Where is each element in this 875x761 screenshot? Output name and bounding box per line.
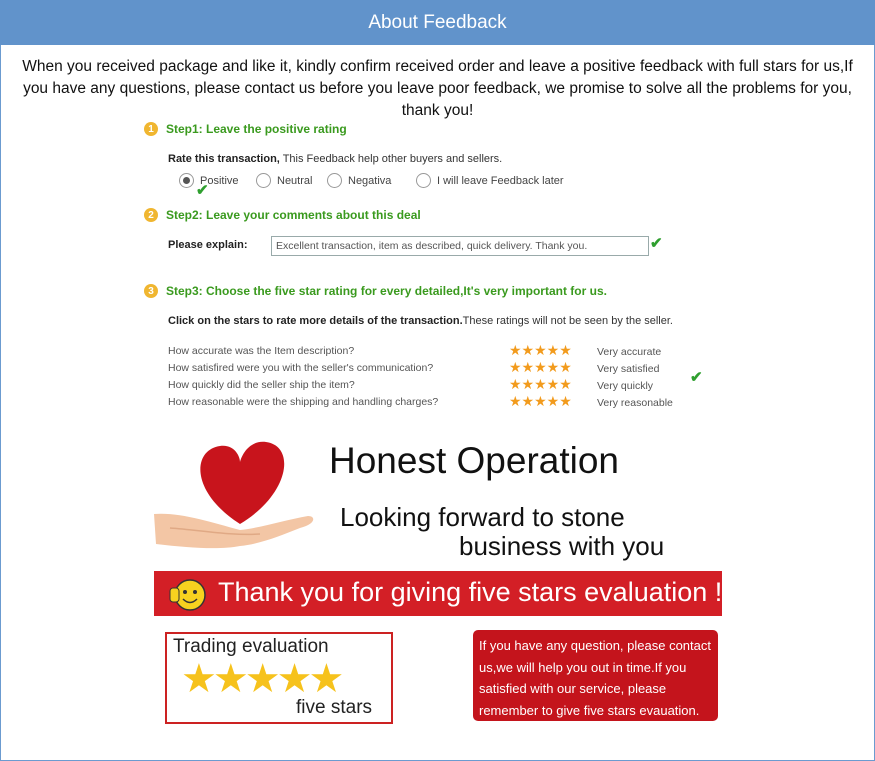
five-stars-icon: ★★★★★ bbox=[181, 657, 341, 701]
checkmark-icon: ✔ bbox=[690, 369, 703, 386]
radio-dot bbox=[256, 173, 271, 188]
radio-dot-selected bbox=[179, 173, 194, 188]
step2-title: Step2: Leave your comments about this deal bbox=[166, 208, 421, 222]
promo-line3: business with you bbox=[459, 531, 665, 561]
radio-negative[interactable] bbox=[327, 173, 391, 188]
contact-text: If you have any question, please contact us,we will help you out in time.If you satisfied with our service, please remember to give five stars evauation. bbox=[479, 638, 711, 718]
heart-hand-icon bbox=[150, 432, 325, 572]
click-stars-rest: These ratings will not be seen by the seller. bbox=[462, 315, 673, 327]
click-stars-bold: Click on the stars to rate more details of the transaction. bbox=[168, 315, 463, 327]
step1-number: 1 bbox=[144, 122, 158, 136]
step1-heading bbox=[144, 122, 347, 136]
rating-text: Very reasonable bbox=[597, 397, 673, 409]
step3-heading bbox=[144, 284, 607, 298]
step3-number: 3 bbox=[144, 284, 158, 298]
checkmark-icon: ✔ bbox=[196, 182, 209, 199]
question-text: How satisfired were you with the seller's communication? bbox=[168, 362, 434, 374]
rating-text: Very accurate bbox=[597, 346, 662, 358]
comment-input[interactable]: Excellent transaction, item as described, quick delivery. Thank you. bbox=[271, 236, 649, 256]
question-text: How accurate was the Item description? bbox=[168, 345, 355, 357]
radio-label: Positive bbox=[200, 174, 239, 187]
step2-heading bbox=[144, 208, 421, 222]
star-rating[interactable]: ★★★★★ bbox=[509, 342, 572, 358]
checkmark-icon: ✔ bbox=[650, 235, 663, 252]
thank-you-banner bbox=[154, 571, 722, 616]
banner-text: Thank you for giving five stars evaluation ! bbox=[218, 577, 723, 607]
rating-text: Very quickly bbox=[597, 380, 654, 392]
star-rating[interactable]: ★★★★★ bbox=[509, 359, 572, 375]
radio-dot bbox=[327, 173, 342, 188]
question-text: How quickly did the seller ship the item? bbox=[168, 379, 355, 391]
contact-box bbox=[473, 630, 718, 721]
radio-dot bbox=[416, 173, 431, 188]
radio-positive[interactable] bbox=[179, 173, 239, 188]
radio-label: Negativa bbox=[348, 174, 392, 187]
step2-number: 2 bbox=[144, 208, 158, 222]
eval-footer: five stars bbox=[296, 697, 373, 718]
thumbs-up-icon bbox=[168, 576, 208, 612]
star-rating[interactable]: ★★★★★ bbox=[509, 393, 572, 409]
radio-label: Neutral bbox=[277, 174, 313, 187]
step1-title: Step1: Leave the positive rating bbox=[166, 122, 347, 136]
radio-later[interactable] bbox=[416, 173, 564, 188]
honest-operation-text: Honest Operation bbox=[329, 440, 620, 481]
explain-label: Please explain: bbox=[168, 239, 248, 251]
radio-neutral[interactable] bbox=[256, 173, 312, 188]
trading-evaluation-box bbox=[165, 632, 393, 724]
step3-title: Step3: Choose the five star rating for every detailed,It's very important for us. bbox=[166, 284, 607, 298]
page-title: About Feedback bbox=[0, 0, 875, 45]
star-rating[interactable]: ★★★★★ bbox=[509, 376, 572, 392]
click-stars-label bbox=[168, 315, 673, 327]
eval-title: Trading evaluation bbox=[173, 636, 329, 657]
rate-label bbox=[168, 153, 502, 165]
rating-text: Very satisfied bbox=[597, 363, 660, 375]
rate-label-bold: Rate this transaction, bbox=[168, 153, 280, 165]
promo-line2: Looking forward to stone bbox=[340, 502, 625, 532]
rate-label-rest: This Feedback help other buyers and sellers. bbox=[279, 153, 503, 165]
intro-text: When you received package and like it, kindly confirm received order and leave a positive feedback with full stars for us,If you have any questions, please contact us before you leave poor feedback, we promise to solve all the problems for you, thank you! bbox=[22, 58, 853, 119]
radio-label: I will leave Feedback later bbox=[437, 174, 564, 187]
question-text: How reasonable were the shipping and handling charges? bbox=[168, 396, 439, 408]
